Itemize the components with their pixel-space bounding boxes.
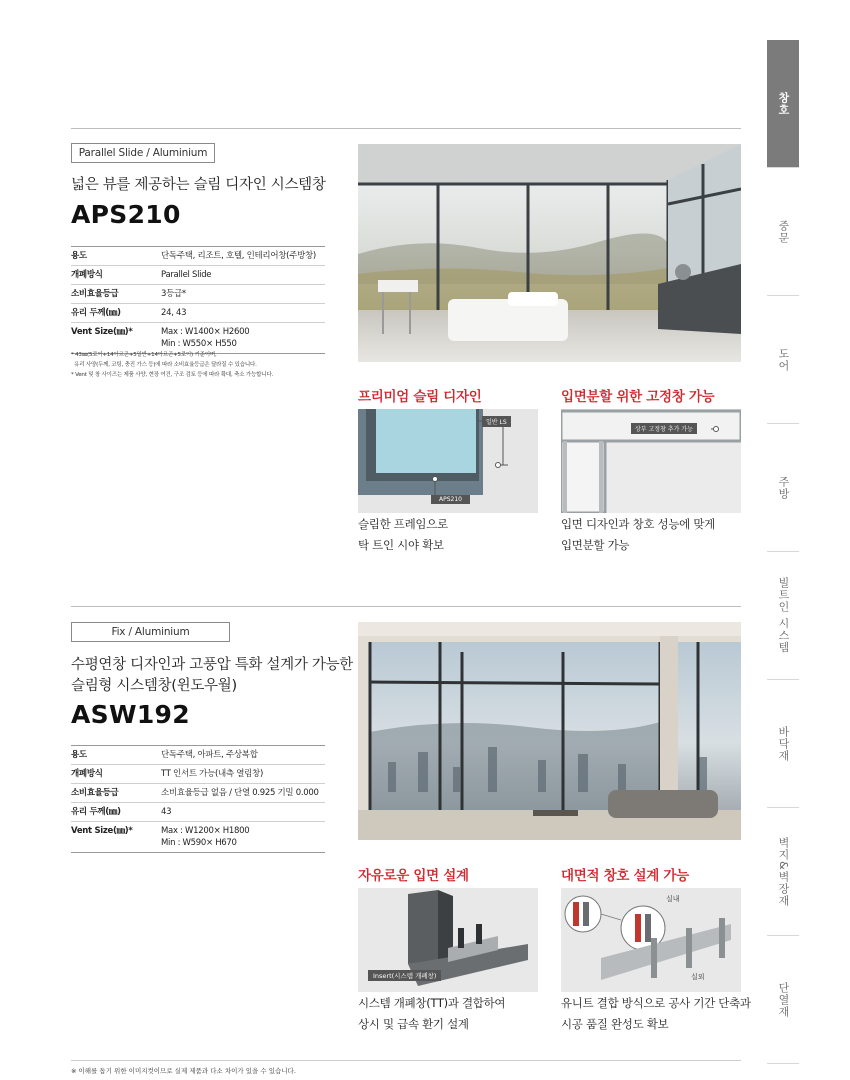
spec-value: TT 인서트 가능(내측 열림창) [161, 769, 263, 779]
side-tab-door[interactable] [767, 296, 799, 424]
feature-desc-line: 유니트 결합 방식으로 공사 기간 단축과 [561, 996, 751, 1010]
product-photo-interior [358, 144, 741, 362]
side-tab-middle-door[interactable] [767, 168, 799, 296]
spec-row [71, 784, 325, 803]
feature-desc-line: 시스템 개폐창(TT)과 결합하여 [358, 996, 506, 1010]
feature-desc-line: 탁 트인 시야 확보 [358, 538, 444, 552]
spec-table [71, 745, 325, 853]
side-tab-label: 바닥재 [777, 725, 790, 762]
feature-image-insert [358, 888, 538, 992]
spec-key: 개폐방식 [71, 769, 103, 779]
product-model: APS210 [71, 200, 181, 229]
highrise-photo-illustration [358, 622, 741, 840]
side-tab-label: 단열재 [777, 981, 790, 1018]
product-photo-highrise [358, 622, 741, 840]
feature-desc-line: 상시 및 급속 환기 설계 [358, 1017, 469, 1031]
spec-key: Vent Size(㎜)* [71, 327, 133, 337]
spec-key: Vent Size(㎜)* [71, 826, 133, 836]
side-tab-kitchen[interactable] [767, 424, 799, 552]
feature-title: 입면분할 위한 고정창 가능 [561, 389, 715, 405]
side-tab-windows[interactable] [767, 40, 799, 168]
product-subtitle: 넓은 뷰를 제공하는 슬림 디자인 시스템창 [71, 177, 326, 193]
footer-disclaimer: ※ 이해를 돕기 위한 이미지컷이므로 실제 제품과 다소 차이가 있을 수 있습니다. [71, 1067, 296, 1075]
label-indoor: 실내 [666, 895, 680, 903]
footer-divider [71, 1060, 741, 1061]
side-tab-builtin[interactable] [767, 552, 799, 680]
side-tab-flooring[interactable] [767, 680, 799, 808]
side-tab-label: 빌트인 시스템 [777, 577, 790, 654]
spec-value: 3등급* [161, 289, 186, 299]
spec-key: 용도 [71, 251, 87, 261]
spec-key: 소비효율등급 [71, 788, 119, 798]
feature-description [358, 993, 505, 1035]
feature-desc-line: 입면분할 가능 [561, 538, 630, 552]
spec-key: 소비효율등급 [71, 289, 119, 299]
spec-row [71, 822, 325, 853]
feature-image-unit [561, 888, 741, 992]
label-insert: Insert(시스템 개폐창) [368, 970, 441, 981]
feature-description [358, 514, 448, 556]
interior-photo-illustration [358, 144, 741, 362]
label-upper-fixed-window: 상부 고정창 추가 가능 [631, 423, 697, 434]
spec-value: Parallel Slide [161, 270, 212, 280]
spec-table [71, 246, 325, 354]
feature-title: 대면적 창호 설계 가능 [561, 868, 689, 884]
feature-description [561, 993, 751, 1035]
spec-key: 유리 두께(㎜) [71, 807, 121, 817]
side-tab-label: 벽지&벽장재 [777, 836, 790, 907]
spec-notes [71, 350, 273, 380]
product-subtitle [71, 655, 353, 697]
spec-value-max: Max : W1200× H1800 [161, 826, 250, 836]
label-outdoor: 실외 [691, 973, 705, 981]
spec-row [71, 803, 325, 822]
spec-value: 단독주택, 아파트, 주상복합 [161, 750, 258, 760]
subtitle-line: 슬림형 시스템창(윈도우월) [71, 678, 237, 694]
spec-key: 용도 [71, 750, 87, 760]
note-line: * 43㎜(5로이+14아르곤+5일반+14아르곤+5로이) 기준이며, [71, 352, 217, 358]
spec-value [161, 326, 325, 350]
subtitle-line: 수평연창 디자인과 고풍압 특화 설계가 가능한 [71, 657, 353, 673]
spec-value: 43 [161, 807, 172, 817]
unit-joint-diagram [561, 888, 741, 992]
category-side-tabs [767, 40, 799, 1064]
side-tab-label: 중문 [777, 219, 790, 244]
feature-desc-line: 시공 품질 완성도 확보 [561, 1017, 669, 1031]
feature-description [561, 514, 715, 556]
label-general-ls: 일반 LS [482, 416, 511, 427]
feature-image-fixed-window [561, 409, 741, 513]
feature-image-slim-frame [358, 409, 538, 513]
feature-title: 프리미엄 슬림 디자인 [358, 389, 482, 405]
section-divider [71, 128, 741, 129]
side-tab-label: 주방 [777, 475, 790, 500]
note-line: 유리 사양(두께, 코팅, 충진 가스 등)에 따라 소비효율등급은 달라질 수 있습니다. [71, 362, 257, 368]
label-aps210: APS210 [431, 495, 470, 504]
spec-row [71, 285, 325, 304]
note-line: * Vent 및 창 사이즈는 제품 사양, 현장 여건, 구조 검토 등에 따라 확대, 축소 가능합니다. [71, 372, 274, 378]
feature-title: 자유로운 입면 설계 [358, 868, 469, 884]
spec-value-max: Max : W1400× H2600 [161, 327, 250, 337]
product-model: ASW192 [71, 700, 190, 729]
spec-value: 24, 43 [161, 308, 187, 318]
spec-row [71, 266, 325, 285]
spec-key: 개폐방식 [71, 270, 103, 280]
spec-row [71, 765, 325, 784]
product-tag: Parallel Slide / Aluminium [71, 143, 215, 163]
spec-value-min: Min : W550× H550 [161, 339, 237, 349]
spec-value: 단독주택, 리조트, 호텔, 인테리어창(주방창) [161, 251, 316, 261]
side-tab-label: 창호 [777, 91, 790, 116]
spec-value: 소비효율등급 없음 / 단열 0.925 기밀 0.000 [161, 788, 319, 798]
spec-key: 유리 두께(㎜) [71, 308, 121, 318]
section-divider [71, 606, 741, 607]
spec-value-min: Min : W590× H670 [161, 838, 237, 848]
spec-row [71, 746, 325, 765]
product-tag: Fix / Aluminium [71, 622, 230, 642]
side-tab-insulation[interactable] [767, 936, 799, 1064]
spec-row [71, 247, 325, 266]
side-tab-wallpaper[interactable] [767, 808, 799, 936]
feature-desc-line: 입면 디자인과 창호 성능에 맞게 [561, 517, 715, 531]
spec-value [161, 825, 325, 849]
spec-row [71, 304, 325, 323]
feature-desc-line: 슬림한 프레임으로 [358, 517, 448, 531]
side-tab-label: 도어 [777, 347, 790, 372]
